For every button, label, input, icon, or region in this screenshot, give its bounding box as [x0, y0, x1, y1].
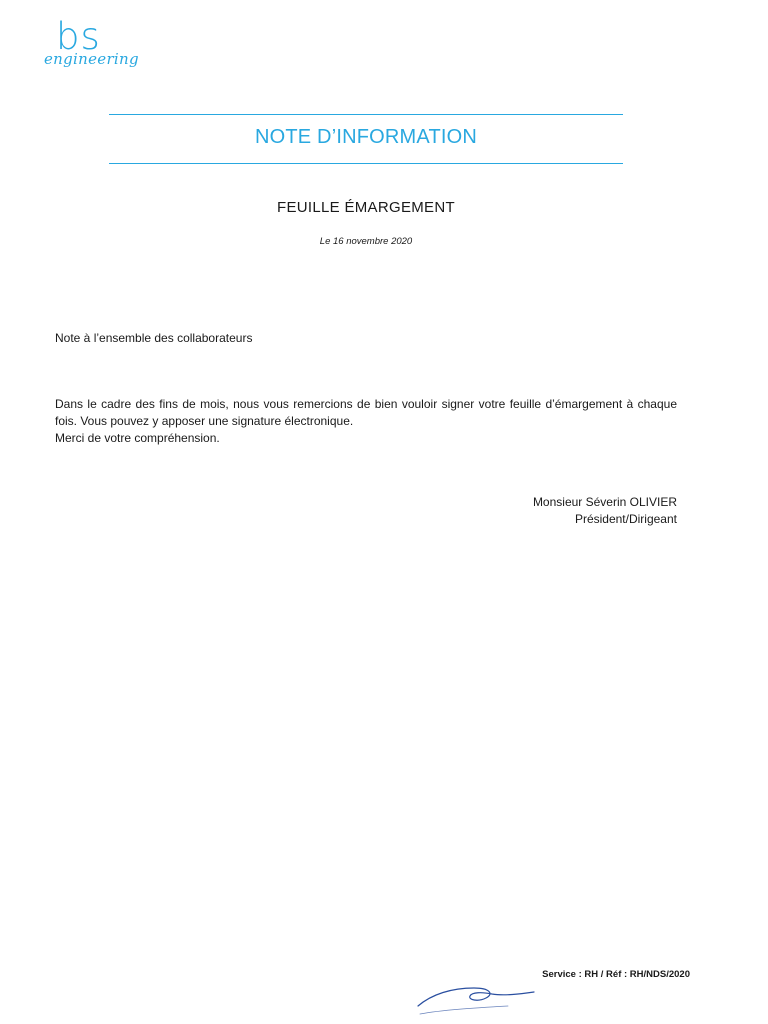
addressee-line: Note à l’ensemble des collaborateurs: [55, 331, 253, 345]
body-paragraph: Merci de votre compréhension.: [55, 431, 220, 445]
body-paragraph: Dans le cadre des fins de mois, nous vous remercions de bien vouloir signer votre feuille d’émargement à chaque fois. Vous pouvez y apposer une signature électronique.: [55, 397, 677, 428]
document-subject: FEUILLE ÉMARGEMENT: [277, 199, 455, 216]
signer-role: Président/Dirigeant: [574, 512, 677, 526]
logo-brand-text: bs: [56, 15, 101, 58]
document-title: NOTE D’INFORMATION: [254, 126, 478, 148]
signer-name: Monsieur Séverin OLIVIER: [532, 495, 677, 509]
company-logo: [42, 15, 142, 76]
signer-block: [533, 494, 677, 528]
logo-tagline-text: engineering: [44, 50, 139, 68]
title-top-rule: [109, 114, 623, 115]
handwritten-signature-icon: [412, 980, 552, 1024]
title-bottom-rule: [109, 163, 623, 164]
body-text: [55, 396, 677, 447]
footer-reference: Service : RH / Réf : RH/NDS/2020: [542, 969, 690, 980]
document-date: Le 16 novembre 2020: [319, 236, 413, 247]
